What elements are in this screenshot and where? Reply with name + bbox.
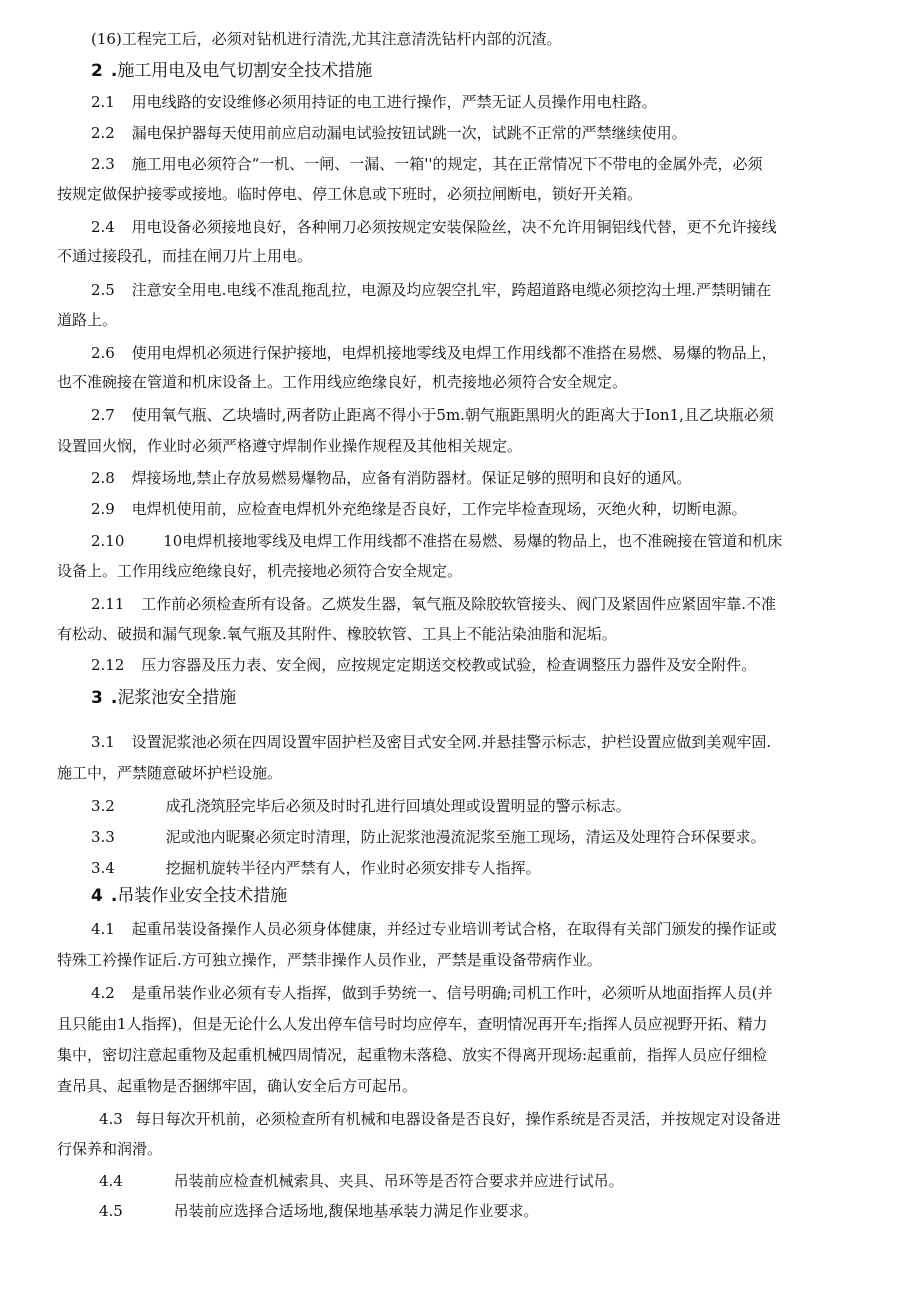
item-number: 3.3 <box>91 828 115 846</box>
item-number: 4.4 <box>99 1172 123 1190</box>
item-text: 使用氧气瓶、乙块墙时,两者防止距离不得小于5m.朝气瓶距黑明火的距离大于Ion1,且乙块瓶必须 <box>131 406 774 424</box>
section-title: 吊装作业安全技术措施 <box>117 886 288 906</box>
item-number: 2.10 <box>91 532 125 550</box>
item-number: 2.4 <box>91 218 115 236</box>
item-text: 漏电保护器每天使用前应启动漏电试验按钮试跳一次，试跳不正常的严禁继续使用。 <box>131 124 687 142</box>
item-number: 2.11 <box>91 595 125 613</box>
item-2-12 <box>91 654 861 676</box>
item-number: 2.6 <box>91 344 115 362</box>
section-number: 3 <box>91 688 103 708</box>
item-text: 工作前必须检查所有设备。乙煐发生器，氧气瓶及除胶软管接头、阀门及紧固件应紧固牢靠.不准 <box>141 595 776 613</box>
item-text: 用电线路的安设维修必须用持证的电工进行操作，严禁无证人员操作用电柱路。 <box>131 93 657 111</box>
item-number: 2.5 <box>91 281 115 299</box>
item-number: 3.1 <box>91 733 115 751</box>
item-4-3-cont: 行保养和润滑。 <box>57 1140 163 1158</box>
item-number: 2.1 <box>91 93 115 111</box>
item-4-2-cont: 查吊具、起重物是否捆绑牢固，确认安全后方可起吊。 <box>57 1077 418 1095</box>
item-text: 挖掘机旋转半径内严禁有人，作业时必须安排专人指挥。 <box>165 859 541 877</box>
item-2-5 <box>91 279 861 301</box>
item-2-7 <box>91 404 861 426</box>
item-2-11-cont: 有松动、破损和漏气现象.氧气瓶及其附件、橡胶软管、工具上不能沾染油脂和泥垢。 <box>57 625 617 643</box>
item-text: 施工用电必须符合“一机、一闸、一漏、一箱''的规定，其在正常情况下不带电的金属外壳，必须 <box>131 155 763 173</box>
item-2-6-cont: 也不准碗接在管道和机床设备上。工作用线应绝缘良好，机壳接地必须符合安全规定。 <box>57 373 628 391</box>
section-title: 施工用电及电气切割安全技术措施 <box>117 61 373 81</box>
section-number: 4 <box>91 886 103 906</box>
section-number: 2 <box>91 61 103 81</box>
item-2-6 <box>91 342 861 364</box>
item-text: 注意安全用电.电线不准乱拖乱拉，电源及均应袈空扎牢，跨超道路电缆必须挖沟土埋.严禁明铺在 <box>131 281 772 299</box>
item-number: 2.12 <box>91 656 125 674</box>
item-number: 2.2 <box>91 124 115 142</box>
item-4-2-cont: 且只能由1人指挥)，但是无论什么人发出停车信号时均应停车，查明情况再开车;指挥人员应视野开拓、精力 <box>57 1015 768 1033</box>
item-4-5 <box>99 1200 799 1222</box>
section-heading-2: 2 .施工用电及电气切割安全技术措施 <box>91 61 373 81</box>
item-number: 4.5 <box>99 1202 123 1220</box>
item-2-3 <box>91 153 861 175</box>
item-4-2 <box>91 982 861 1004</box>
item-2-7-cont: 设置回火悯，作业时必须严格遵守焊制作业操作规程及其他相关规定。 <box>57 437 523 455</box>
item-2-10-cont: 设备上。工作用线应绝缘良好，机壳接地必须符合安全规定。 <box>57 562 463 580</box>
item-2-4 <box>91 216 861 238</box>
item-4-1 <box>91 918 861 940</box>
item-3-4 <box>91 857 791 879</box>
item-2-8 <box>91 467 791 489</box>
item-text: 吊装前应检查机械索具、夹具、吊环等是否符合要求并应进行试吊。 <box>173 1172 624 1190</box>
item-2-10 <box>91 530 861 552</box>
item-16: (16)工程完工后，必须对钻机进行清洗,尤其注意清洗钻杆内部的沉渣。 <box>91 30 562 48</box>
item-text: 是重吊装作业必须有专人指挥，做到手势统一、信号明确;司机工作叶，必须听从地面指挥人员(并 <box>131 984 773 1002</box>
item-2-11 <box>91 593 861 615</box>
item-4-3 <box>99 1108 861 1130</box>
item-3-2 <box>91 795 791 817</box>
item-2-1 <box>91 91 771 113</box>
item-2-5-cont: 道路上。 <box>57 311 118 329</box>
item-number: 2.9 <box>91 500 115 518</box>
item-number: 2.8 <box>91 469 115 487</box>
item-2-4-cont: 不通过接段孔，而挂在闸刀片上用电。 <box>57 247 313 265</box>
item-text: 焊接场地,禁止存放易燃易爆物品，应备有消防器材。保证足够的照明和良好的通风。 <box>131 469 692 487</box>
item-text: 10电焊机接地零线及电焊工作用线都不准搭在易燃、易爆的物品上，也不准碗接在管道和机床 <box>163 532 783 550</box>
item-number: 3.4 <box>91 859 115 877</box>
item-text: 吊装前应选择合适场地,馥保地基承装力满足作业要求。 <box>173 1202 539 1220</box>
item-text: 使用电焊机必须进行保护接地，电焊机接地零线及电焊工作用线都不准搭在易燃、易爆的物品上， <box>131 344 777 362</box>
item-number: 4.2 <box>91 984 115 1002</box>
item-2-3-cont: 按规定做保护接零或接地。临时停电、停工休息或下班时，必须拉闸断电，锁好开关箱。 <box>57 185 643 203</box>
item-4-4 <box>99 1170 799 1192</box>
item-2-9 <box>91 498 861 520</box>
item-text: 每日每次开机前，必须检查所有机械和电器设备是否良好，操作系统是否灵活，并按规定对设备进 <box>135 1110 781 1128</box>
item-3-1 <box>91 731 861 753</box>
item-number: 4.3 <box>99 1110 123 1128</box>
item-text: 压力容器及压力表、安全阀，应按规定定期送交校教或试验，检查调整压力器件及安全附件。 <box>141 656 757 674</box>
item-4-1-cont: 特殊工衿操作证后.方可独立操作，严禁非操作人员作业，严禁是重设备带病作业。 <box>57 951 602 969</box>
item-text: 起重吊装设备操作人员必须身体健康，并经过专业培训考试合格，在取得有关部门颁发的操作证或 <box>131 920 777 938</box>
item-text: 设置泥浆池必须在四周设置牢固护栏及密目式安全网.并悬挂警示标志，护栏设置应做到美观牢固. <box>131 733 772 751</box>
item-number: 2.3 <box>91 155 115 173</box>
item-4-2-cont: 集中，密切注意起重物及起重机械四周情况，起重物未落稳、放实不得离开现场:起重前，指挥人员应仔细检 <box>57 1046 768 1064</box>
item-text: 电焊机使用前，应检查电焊机外充绝缘是否良好，工作完毕检查现场，灭绝火种，切断电源。 <box>131 500 747 518</box>
item-2-2 <box>91 122 791 144</box>
section-heading-4: 4 .吊装作业安全技术措施 <box>91 886 288 906</box>
item-text: 用电设备必须接地良好，各种闸刀必须按规定安装保险丝，决不允许用铜铝线代替，更不允许接线 <box>131 218 777 236</box>
item-3-1-cont: 施工中，严禁随意破坏护栏设施。 <box>57 764 283 782</box>
item-text: 泥或池内昵聚必须定时清理，防止泥浆池漫流泥浆至施工现场，清运及处理符合环保要求。 <box>165 828 766 846</box>
item-number: 3.2 <box>91 797 115 815</box>
section-heading-3: 3 .泥浆池安全措施 <box>91 688 237 708</box>
item-3-3 <box>91 826 861 848</box>
item-number: 2.7 <box>91 406 115 424</box>
item-number: 4.1 <box>91 920 115 938</box>
item-text: 成孔浇筑胫完毕后必须及时时孔进行回填处理或设置明显的警示标志。 <box>165 797 631 815</box>
section-title: 泥浆池安全措施 <box>117 688 237 708</box>
